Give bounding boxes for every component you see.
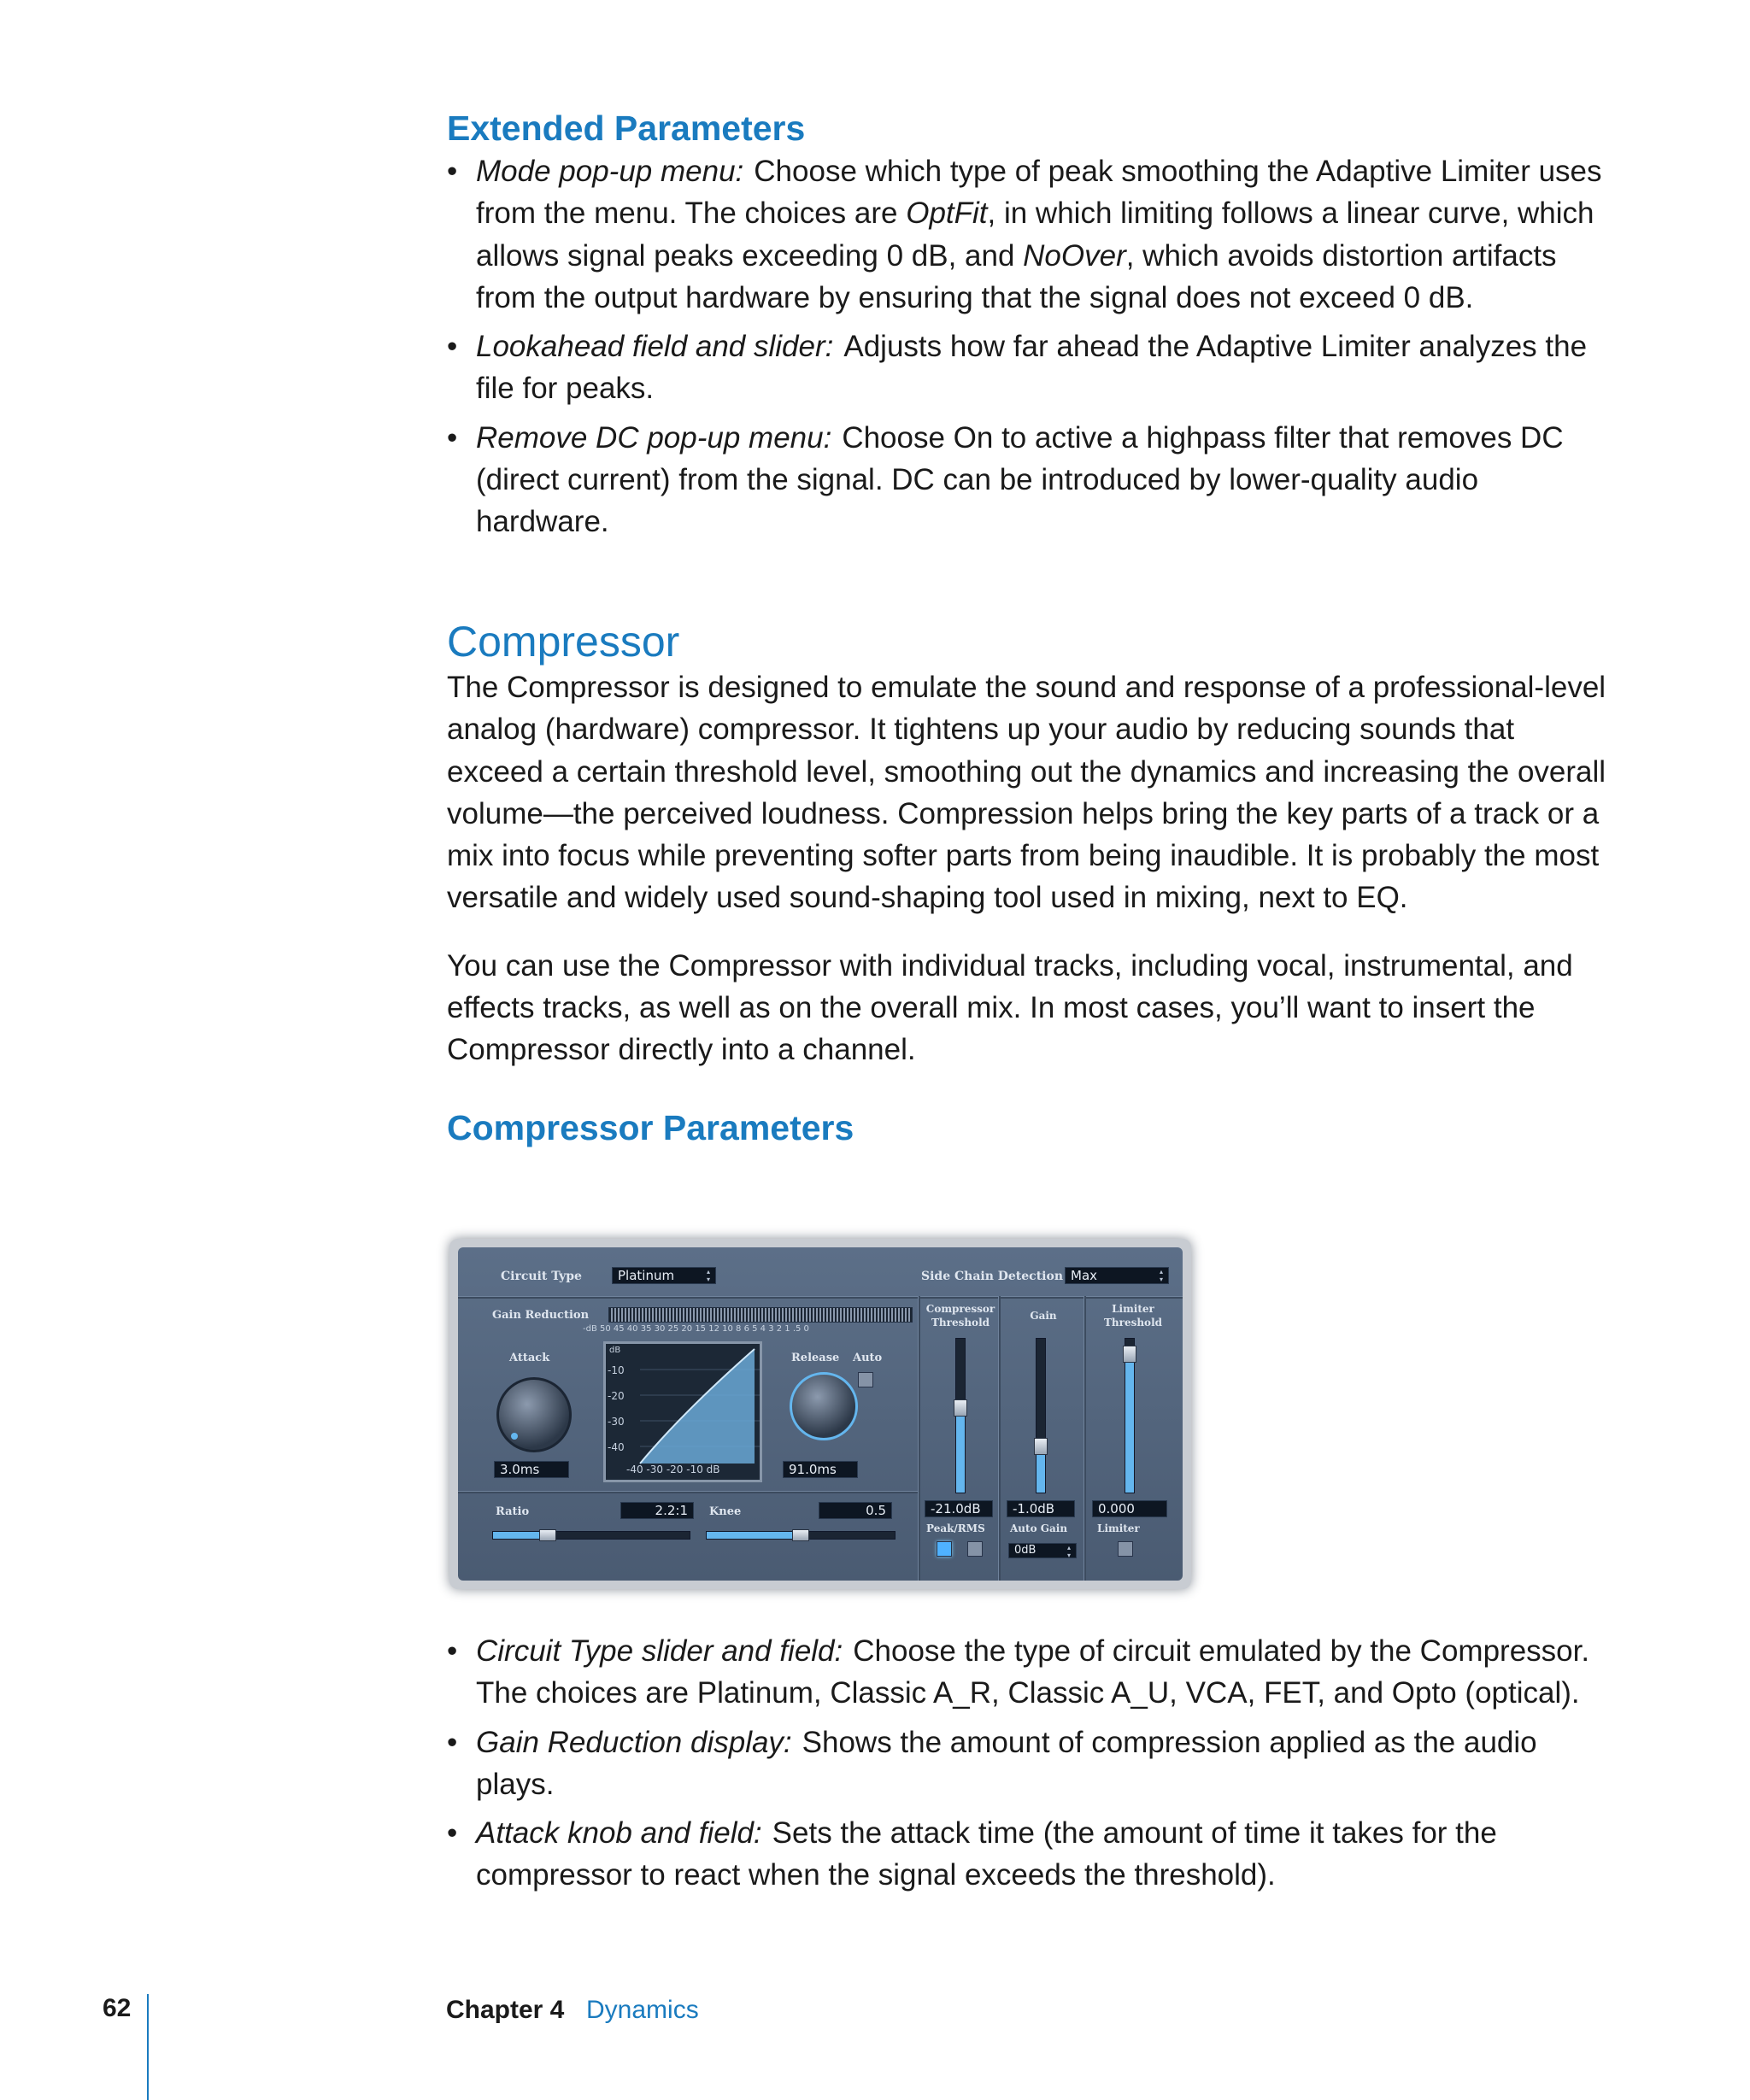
compressor-usage-paragraph: You can use the Compressor with individual tracks, including vocal, instrumental, and effects tracks, as well as on the overall mix. In most cases, you’ll want to insert the Compressor directly into a channel. xyxy=(447,948,1573,1067)
divider xyxy=(998,1296,1001,1581)
bullet-text: Choose the type of circuit emulated by the Compressor. The choices are Platinum, Classic A_R, Classic A_U, VCA, FET, and Opto (optical). xyxy=(476,1634,1590,1710)
ratio-field[interactable]: 2.2:1 xyxy=(620,1502,694,1519)
circuit-type-popup[interactable]: Platinum ▴▾ xyxy=(612,1267,716,1284)
compressor-threshold-thumb[interactable] xyxy=(954,1399,967,1417)
bullet-emphasis: OptFit xyxy=(906,197,988,231)
auto-release-label: Auto xyxy=(853,1352,883,1364)
divider xyxy=(918,1296,920,1581)
auto-gain-label: Auto Gain xyxy=(1010,1522,1068,1534)
gain-thumb[interactable] xyxy=(1034,1438,1048,1455)
peak-toggle[interactable] xyxy=(937,1541,952,1557)
bullet-text: Adjusts how far ahead the Adaptive Limiter analyzes the file for peaks. xyxy=(476,330,1588,406)
gain-label: Gain xyxy=(1030,1310,1057,1322)
graph-y-tick: -10 xyxy=(608,1364,625,1376)
extended-parameters-heading: Extended Parameters xyxy=(447,109,806,148)
knee-slider[interactable] xyxy=(706,1531,896,1540)
limiter-threshold-field[interactable]: 0.000 xyxy=(1092,1500,1167,1517)
compressor-threshold-fill xyxy=(956,1408,965,1493)
compressor-section xyxy=(447,617,1609,1148)
side-chain-detection-label: Side Chain Detection xyxy=(921,1270,1064,1283)
footer-section: Dynamics xyxy=(586,1996,699,2024)
gain-field[interactable]: -1.0dB xyxy=(1007,1500,1075,1517)
attack-knob[interactable] xyxy=(496,1377,572,1452)
divider xyxy=(458,1296,1183,1299)
gain-reduction-meter xyxy=(608,1307,913,1323)
graph-y-tick: -20 xyxy=(608,1390,625,1402)
compressor-parameters-bullet-list xyxy=(447,1630,1609,1897)
bullet-term: Attack knob and field: xyxy=(476,1816,762,1851)
knee-field[interactable]: 0.5 xyxy=(819,1502,892,1519)
list-item xyxy=(447,326,1609,410)
limiter-label: Limiter xyxy=(1097,1522,1140,1534)
compressor-threshold-label: Compressor Threshold xyxy=(925,1303,995,1329)
graph-x-scale: -40 -30 -20 -10 dB xyxy=(626,1464,720,1475)
knee-slider-fill xyxy=(707,1532,801,1539)
divider xyxy=(749,1491,919,1493)
limiter-threshold-slider[interactable] xyxy=(1125,1338,1135,1493)
limiter-threshold-fill xyxy=(1125,1354,1134,1493)
list-item xyxy=(447,417,1609,543)
list-item xyxy=(447,150,1609,319)
list-item xyxy=(447,1812,1609,1897)
divider xyxy=(458,1491,749,1493)
knee-slider-thumb[interactable] xyxy=(792,1529,809,1541)
graph-y-tick: -30 xyxy=(608,1416,625,1428)
bullet-text: , in which limiting follows a linear curve, which allows signal peaks exceeding 0 dB, and xyxy=(476,197,1594,273)
compressor-threshold-field[interactable]: -21.0dB xyxy=(925,1500,993,1517)
attack-field[interactable]: 3.0ms xyxy=(494,1461,569,1478)
list-item xyxy=(447,1722,1609,1806)
limiter-threshold-label: Limiter Threshold xyxy=(1103,1303,1163,1329)
compressor-threshold-slider[interactable] xyxy=(955,1338,966,1493)
bullet-text: , which avoids distortion artifacts from the output hardware by ensuring that the signal does not exceed 0 dB. xyxy=(476,238,1557,314)
bullet-text: Choose which type of peak smoothing the Adaptive Limiter uses from the menu. The choices are xyxy=(476,155,1602,231)
compressor-heading: Compressor xyxy=(447,618,680,666)
compressor-plugin-window xyxy=(449,1239,1191,1589)
peak-rms-label: Peak/RMS xyxy=(926,1522,985,1534)
attack-knob-indicator xyxy=(511,1433,518,1440)
gain-reduction-label: Gain Reduction xyxy=(492,1309,590,1322)
knee-label: Knee xyxy=(709,1505,742,1518)
circuit-type-label: Circuit Type xyxy=(501,1270,582,1283)
release-knob[interactable] xyxy=(790,1372,858,1440)
bullet-term: Mode pop-up menu: xyxy=(476,155,744,188)
bullet-text: Sets the attack time (the amount of time it takes for the compressor to react when the signal exceeds the threshold). xyxy=(476,1816,1497,1892)
bullet-term: Circuit Type slider and field: xyxy=(476,1634,843,1668)
limiter-threshold-thumb[interactable] xyxy=(1123,1346,1136,1363)
bullet-term: Lookahead field and slider: xyxy=(476,330,834,364)
release-label: Release xyxy=(791,1352,840,1364)
compressor-parameters-list-section xyxy=(447,1630,1609,1903)
auto-gain-popup[interactable]: 0dB ▴▾ xyxy=(1008,1543,1077,1558)
side-chain-detection-popup[interactable]: Max ▴▾ xyxy=(1065,1267,1169,1284)
divider xyxy=(1083,1296,1086,1581)
graph-y-tick: -40 xyxy=(608,1441,625,1453)
limiter-checkbox[interactable] xyxy=(1118,1541,1133,1557)
bullet-term: Gain Reduction display: xyxy=(476,1725,792,1759)
ratio-slider-thumb[interactable] xyxy=(539,1529,556,1541)
bullet-term: Remove DC pop-up menu: xyxy=(476,420,832,455)
page-number: 62 xyxy=(103,1994,132,2022)
compression-curve-graph xyxy=(603,1341,762,1482)
compressor-parameters-heading: Compressor Parameters xyxy=(447,1107,854,1147)
release-field[interactable]: 91.0ms xyxy=(783,1461,858,1478)
graph-db-label: dB xyxy=(609,1346,621,1355)
compressor-intro-paragraph: The Compressor is designed to emulate the sound and response of a professional-level analog (hardware) compressor. It tightens up your audio by reducing sounds that exceed a certain threshold level, smoothing out the dynamics and increasing the overall volume—the perceived loudness. Compression helps bring the key parts of a track or a mix into focus while preventing softer parts from being inaudible. It is probably the most versatile and widely used sound-shaping tool used in mixing, next to EQ. xyxy=(447,671,1606,915)
auto-release-checkbox[interactable] xyxy=(858,1372,873,1387)
extended-parameters-section xyxy=(447,108,1609,550)
gain-slider[interactable] xyxy=(1036,1338,1046,1493)
attack-label: Attack xyxy=(509,1352,550,1364)
bullet-emphasis: NoOver xyxy=(1023,238,1126,273)
ratio-label: Ratio xyxy=(496,1505,530,1518)
list-item xyxy=(447,1630,1609,1715)
gain-reduction-scale: -dB 50 45 40 35 30 25 20 15 12 10 8 6 5 4 3 2 1 .5 0 xyxy=(583,1324,809,1334)
compression-curve xyxy=(606,1344,760,1480)
footer-rule xyxy=(147,1994,149,2100)
bullet-text: Shows the amount of compression applied as the audio plays. xyxy=(476,1725,1537,1801)
footer-chapter: Chapter 4 xyxy=(446,1996,565,2024)
compressor-plugin-panel xyxy=(458,1247,1183,1581)
bullet-text: Choose On to active a highpass filter that removes DC (direct current) from the signal. DC can be introduced by lower-quality audio hardware. xyxy=(476,420,1564,539)
ratio-slider[interactable] xyxy=(492,1531,690,1540)
extended-bullet-list xyxy=(447,150,1609,543)
rms-toggle[interactable] xyxy=(967,1541,983,1557)
